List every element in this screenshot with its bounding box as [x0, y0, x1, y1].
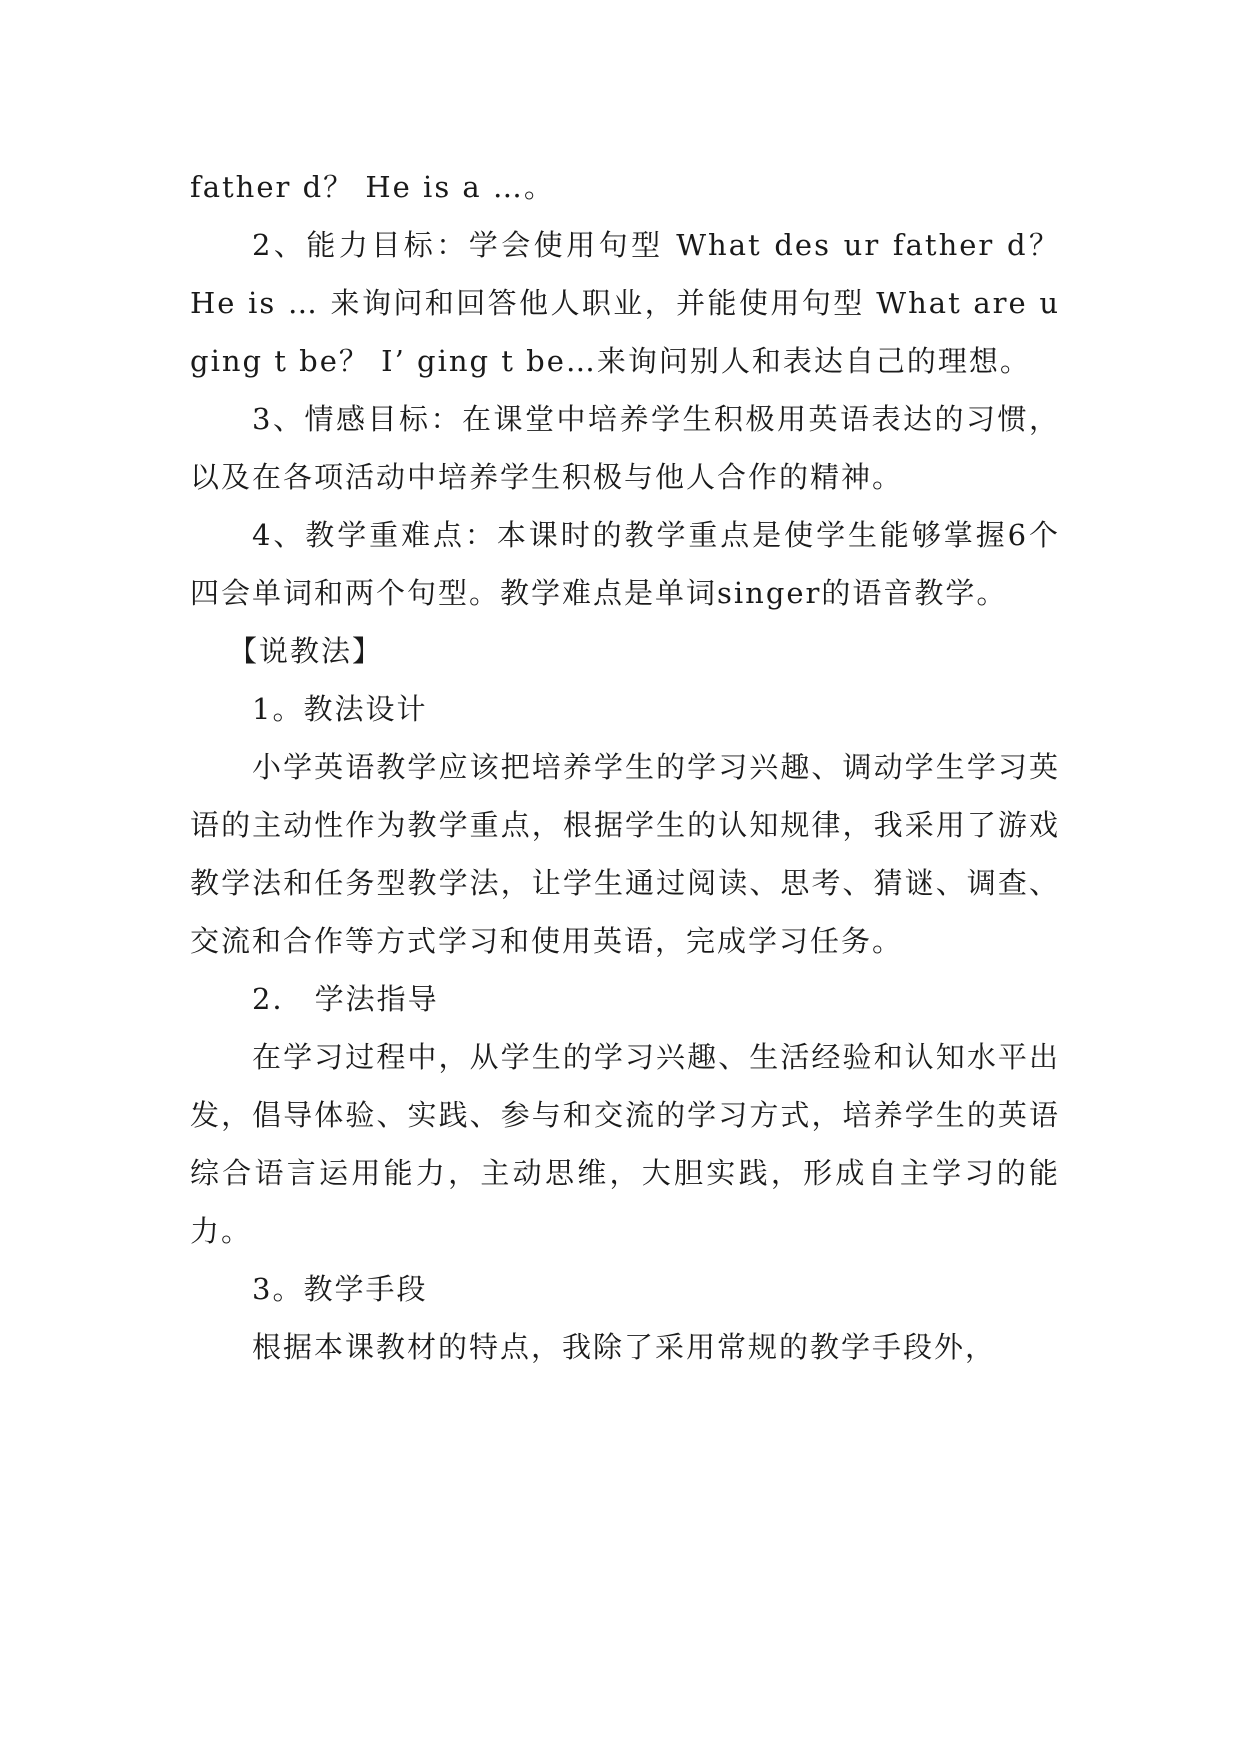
section-heading-teaching-method: 【说教法】	[228, 634, 384, 668]
paragraph-key-difficulties: 4、教学重难点：本课时的教学重点是使学生能够掌握6个四会单词和两个句型。教学难点是单词singer的语音教学。	[190, 518, 1060, 610]
subheading-learning-guidance: 2． 学法指导	[252, 982, 439, 1016]
paragraph-emotional-goal: 3、情感目标：在课堂中培养学生积极用英语表达的习惯，以及在各项活动中培养学生积极与他人合作的精神。	[190, 402, 1060, 494]
subheading-teaching-means: 3。教学手段	[252, 1272, 428, 1306]
paragraph-method-design: 小学英语教学应该把培养学生的学习兴趣、调动学生学习英语的主动性作为教学重点，根据学生的认知规律，我采用了游戏教学法和任务型教学法，让学生通过阅读、思考、猜谜、调查、交流和合作等方式学习和使用英语，完成学习任务。	[190, 750, 1060, 958]
paragraph-continuation: father d？ He is a …。	[190, 170, 555, 204]
paragraph-ability-goal: 2、能力目标：学会使用句型 What des ur father d？He is … 来询问和回答他人职业，并能使用句型 What are u ging t be？ I’ ging t be…来询问别人和表达自己的理想。	[190, 228, 1060, 378]
document-body	[190, 158, 1060, 1376]
paragraph-learning-guidance: 在学习过程中，从学生的学习兴趣、生活经验和认知水平出发，倡导体验、实践、参与和交流的学习方式，培养学生的英语综合语言运用能力，主动思维，大胆实践，形成自主学习的能力。	[190, 1040, 1060, 1248]
subheading-method-design: 1。教法设计	[252, 692, 428, 726]
paragraph-teaching-means: 根据本课教材的特点，我除了采用常规的教学手段外，	[252, 1330, 997, 1364]
